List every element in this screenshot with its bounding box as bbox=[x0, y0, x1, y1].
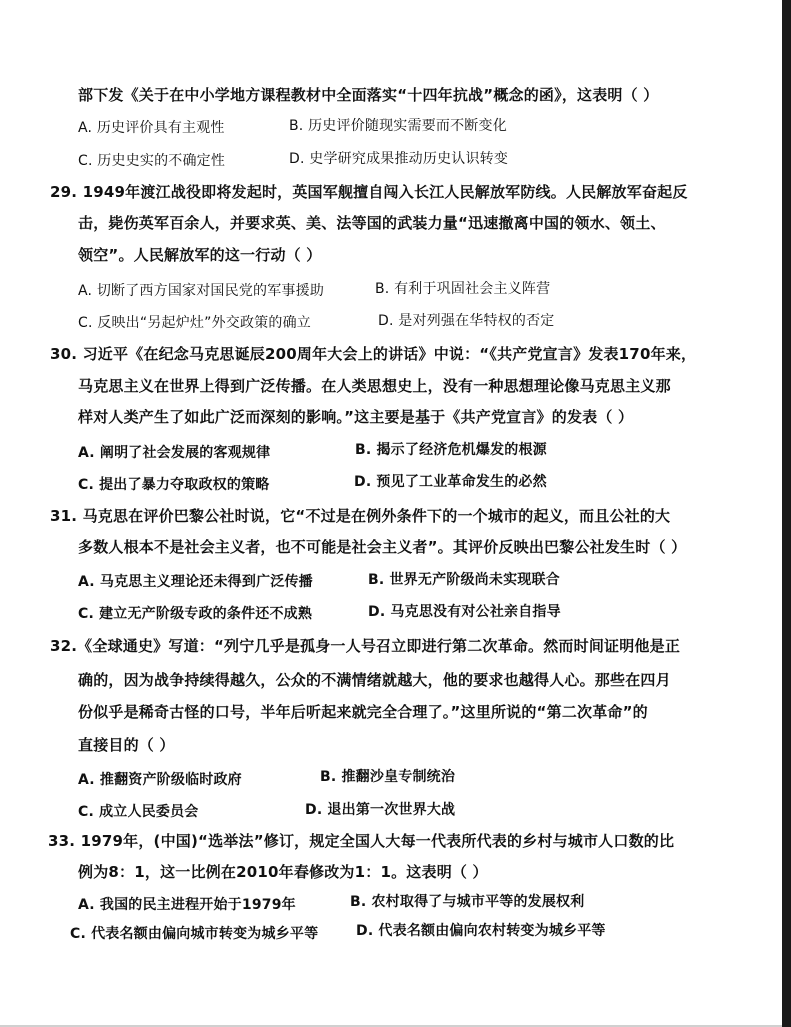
q29-stem-line2: 击，毙伤英军百余人，并要求英、美、法等国的武装力量“迅速撤离中国的领水、领土、 bbox=[78, 214, 666, 232]
q32-option-c: C. 成立人民委员会 bbox=[78, 804, 199, 820]
q28-stem-end: 部下发《关于在中小学地方课程教材中全面落实“十四年抗战”概念的函》，这表明（ ） bbox=[78, 86, 659, 104]
q31-option-c: C. 建立无产阶级专政的条件还不成熟 bbox=[78, 606, 313, 622]
q30-stem-line2: 马克思主义在世界上得到广泛传播。在人类思想史上，没有一种思想理论像马克思主义那 bbox=[78, 377, 671, 395]
q30-stem-line3: 样对人类产生了如此广泛而深刻的影响。”这主要是基于《共产党宣言》的发表（ ） bbox=[78, 408, 634, 426]
q31-option-b: B. 世界无产阶级尚未实现联合 bbox=[368, 572, 560, 588]
q29-stem-line3: 领空”。人民解放军的这一行动（ ） bbox=[78, 246, 322, 264]
q32-stem-line4: 直接目的（ ） bbox=[78, 736, 175, 754]
q28-option-c: C. 历史史实的不确定性 bbox=[78, 153, 226, 169]
q30-option-d: D. 预见了工业革命发生的必然 bbox=[354, 474, 547, 490]
q33-stem-line1: 33. 1979年，(中国)“选举法”修订，规定全国人大每一代表所代表的乡村与城市人口数的比 bbox=[48, 832, 675, 850]
q28-option-d: D. 史学研究成果推动历史认识转变 bbox=[289, 151, 509, 167]
q28-option-a: A. 历史评价具有主观性 bbox=[78, 120, 225, 136]
q32-stem-line3: 份似乎是稀奇古怪的口号，半年后听起来就完全合理了。”这里所说的“第二次革命”的 bbox=[78, 703, 648, 721]
q31-option-a: A. 马克思主义理论还未得到广泛传播 bbox=[78, 574, 313, 590]
q33-option-d: D. 代表名额由偏向农村转变为城乡平等 bbox=[356, 923, 606, 939]
q29-stem-line1: 29. 1949年渡江战役即将发起时，英国军舰擅自闯入长江人民解放军防线。人民解放军奋起反 bbox=[50, 183, 688, 201]
q32-option-a: A. 推翻资产阶级临时政府 bbox=[78, 772, 242, 788]
q33-option-b: B. 农村取得了与城市平等的发展权利 bbox=[350, 894, 585, 910]
q31-stem-line2: 多数人根本不是社会主义者，也不可能是社会主义者”。其评价反映出巴黎公社发生时（ ） bbox=[78, 538, 687, 556]
q29-option-a: A. 切断了西方国家对国民党的军事援助 bbox=[78, 283, 325, 299]
q31-stem-line1: 31. 马克思在评价巴黎公社时说，它“不过是在例外条件下的一个城市的起义，而且公社的大 bbox=[50, 507, 671, 525]
q33-option-a: A. 我国的民主进程开始于1979年 bbox=[78, 897, 296, 913]
q32-stem-line1: 32.《全球通史》写道：“列宁几乎是孤身一人号召立即进行第二次革命。然而时间证明他是正 bbox=[50, 637, 681, 655]
q33-stem-line2: 例为8：1，这一比例在2010年春修改为1：1。这表明（ ） bbox=[78, 863, 488, 881]
scan-right-border bbox=[782, 0, 791, 1027]
q32-option-d: D. 退出第一次世界大战 bbox=[305, 802, 456, 818]
q33-option-c: C. 代表名额由偏向城市转变为城乡平等 bbox=[70, 926, 319, 942]
q29-option-b: B. 有利于巩固社会主义阵营 bbox=[375, 281, 551, 297]
q30-option-b: B. 揭示了经济危机爆发的根源 bbox=[355, 442, 547, 458]
q30-option-a: A. 阐明了社会发展的客观规律 bbox=[78, 445, 271, 461]
q29-option-c: C. 反映出“另起炉灶”外交政策的确立 bbox=[78, 315, 311, 331]
q28-option-b: B. 历史评价随现实需要而不断变化 bbox=[289, 118, 507, 134]
q30-option-c: C. 提出了暴力夺取政权的策略 bbox=[78, 477, 270, 493]
q29-option-d: D. 是对列强在华特权的否定 bbox=[378, 313, 555, 329]
q31-option-d: D. 马克思没有对公社亲自指导 bbox=[368, 604, 561, 620]
q30-stem-line1: 30. 习近平《在纪念马克思诞辰200周年大会上的讲话》中说：“《共产党宣言》发表170年来， bbox=[50, 345, 697, 363]
q32-option-b: B. 推翻沙皇专制统治 bbox=[320, 769, 456, 785]
q32-stem-line2: 确的，因为战争持续得越久，公众的不满情绪就越大，他的要求也越得人心。那些在四月 bbox=[78, 671, 671, 689]
